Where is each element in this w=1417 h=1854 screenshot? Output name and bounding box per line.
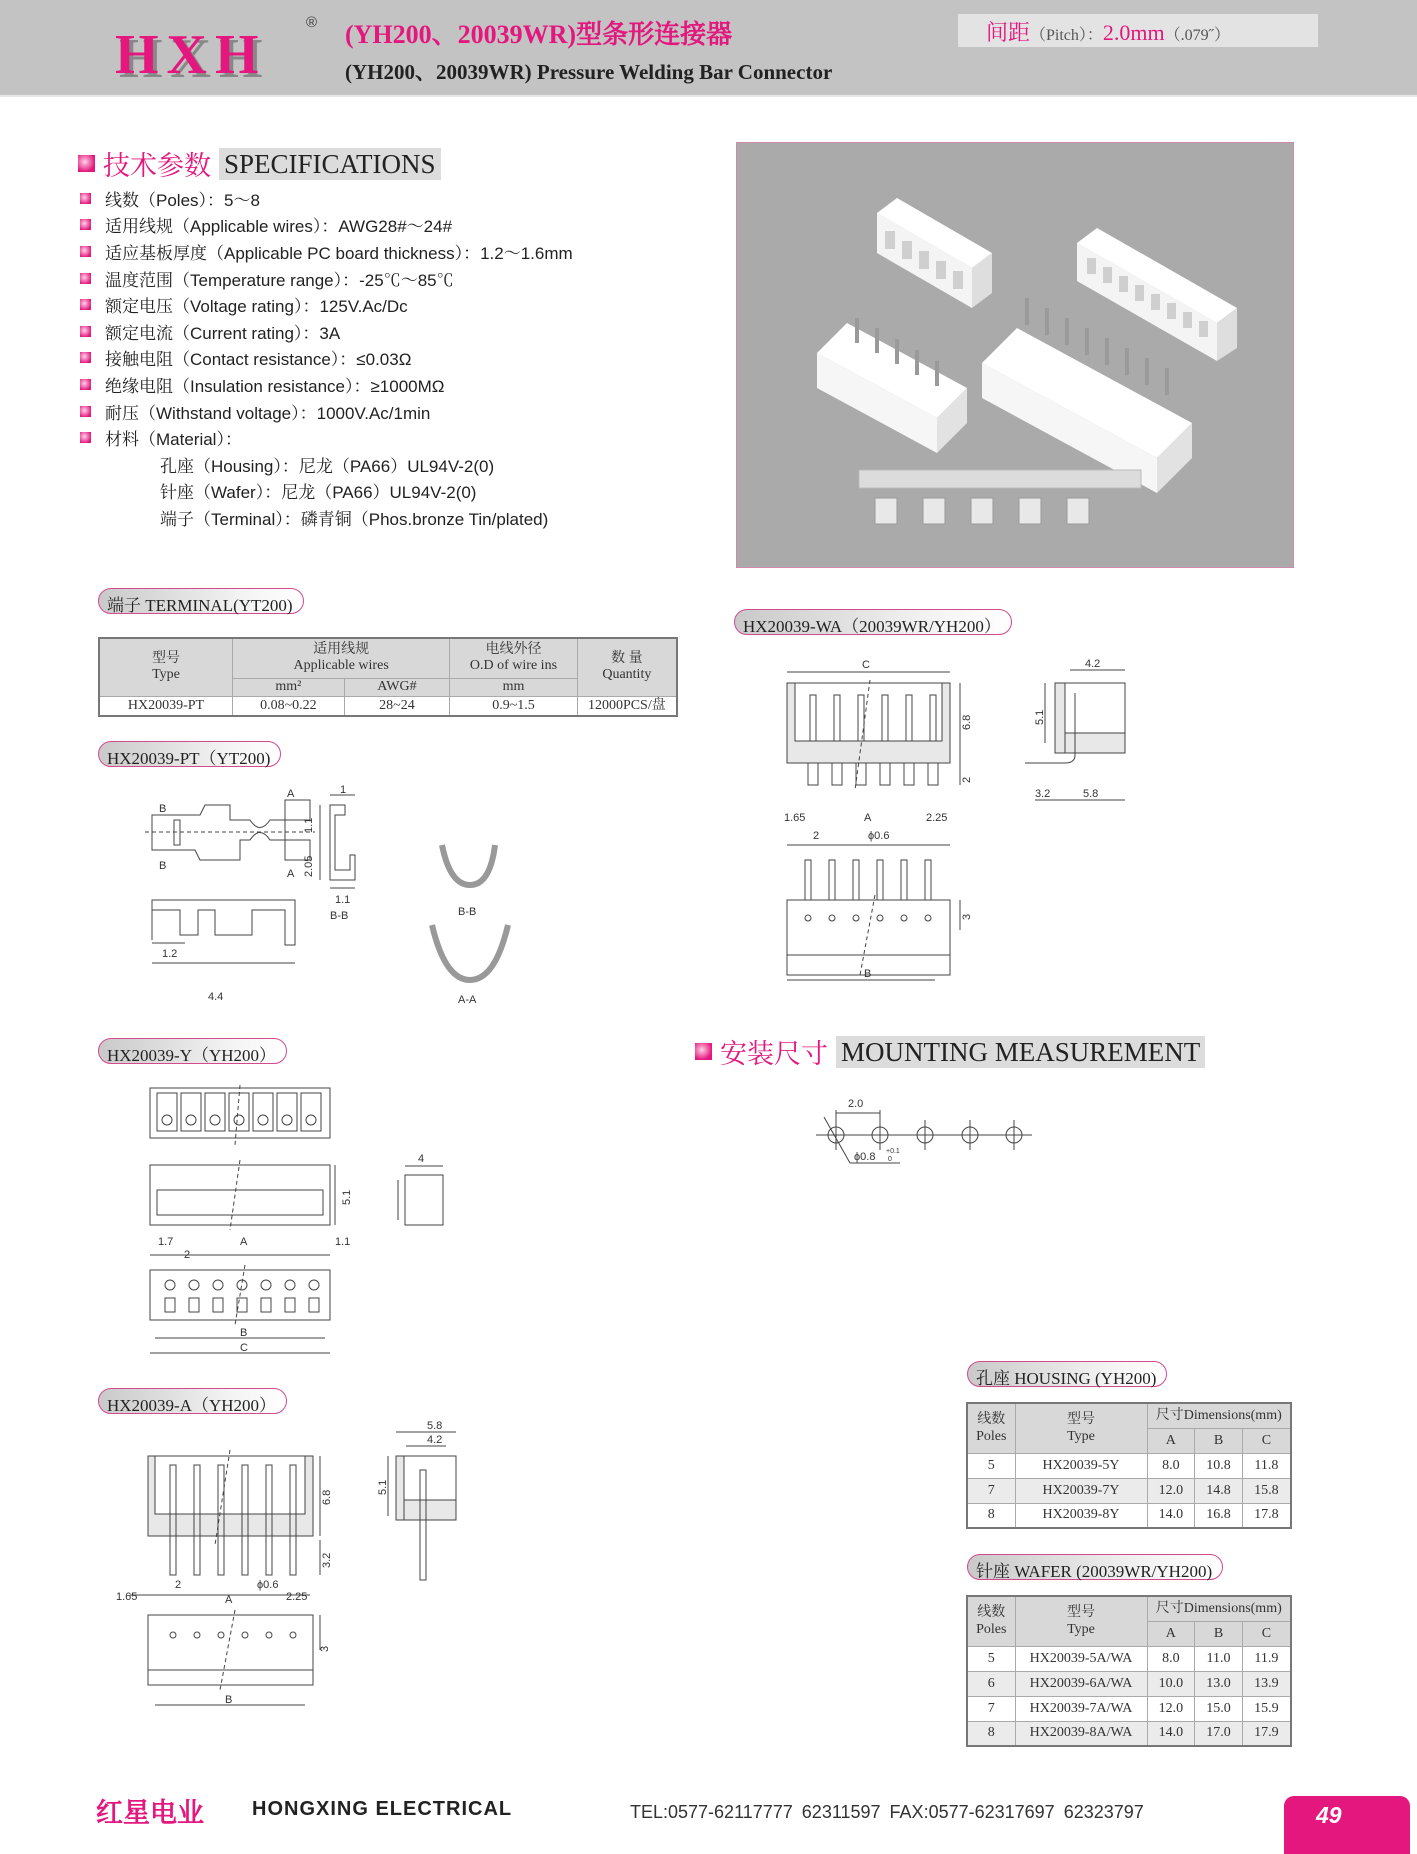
spec-item bbox=[80, 291, 700, 318]
header-b: B bbox=[1195, 1621, 1243, 1646]
terminal-table bbox=[98, 637, 678, 717]
connector-photo-illustration bbox=[737, 143, 1295, 569]
header-c: C bbox=[1242, 1621, 1291, 1646]
title-chinese: (YH200、20039WR)型条形连接器 bbox=[345, 20, 733, 49]
bullet-icon bbox=[80, 193, 91, 204]
header-wires: 适用线规 Applicable wires bbox=[233, 638, 450, 678]
spec-text: 耐压（Withstand voltage）：1000V.Ac/1min bbox=[105, 403, 431, 423]
dim-4: 4 bbox=[418, 1153, 425, 1165]
dim-2-05: 2.05 bbox=[303, 855, 315, 877]
header-quantity: 数 量 Quantity bbox=[577, 638, 677, 696]
table-row: 8 HX20039-8A/WA 14.0 17.0 17.9 bbox=[967, 1721, 1291, 1746]
dim-2: 2 bbox=[961, 776, 973, 783]
cell-awg: 28~24 bbox=[344, 696, 450, 716]
terminal-label: 端子 TERMINAL(YT200) bbox=[98, 588, 304, 614]
specifications-heading bbox=[78, 144, 441, 183]
dim-a: A bbox=[240, 1236, 248, 1248]
pt-drawing-label: HX20039-PT（YT200) bbox=[98, 741, 281, 767]
dim-a: A bbox=[225, 1594, 233, 1606]
dim-4-4: 4.4 bbox=[208, 991, 224, 1003]
dim-c: C bbox=[240, 1342, 248, 1354]
spec-item bbox=[80, 265, 700, 292]
spec-text: 温度范围（Temperature range）：-25℃～85℃ bbox=[105, 270, 454, 290]
cell-type: HX20039-PT bbox=[99, 696, 233, 716]
dim-1-1: 1.1 bbox=[303, 817, 315, 833]
pitch-inch: （.079˝） bbox=[1164, 27, 1230, 44]
company-name-en: HONGXING ELECTRICAL bbox=[252, 1798, 513, 1820]
product-photo bbox=[736, 142, 1294, 568]
y-housing-drawing bbox=[140, 1080, 470, 1360]
header-mm: mm bbox=[450, 678, 577, 696]
pitch-value: 2.0mm bbox=[1102, 20, 1165, 45]
spec-item bbox=[80, 398, 700, 425]
dim-b: B bbox=[225, 1694, 233, 1706]
wafer-table bbox=[966, 1595, 1292, 1747]
dim-3-2: 3.2 bbox=[1035, 788, 1051, 800]
material-text: 针座（Wafer）：尼龙（PA66）UL94V-2(0) bbox=[160, 483, 477, 503]
table-row: 5 HX20039-5A/WA 8.0 11.0 11.9 bbox=[967, 1646, 1291, 1671]
dim-pitch-2: 2 bbox=[813, 830, 820, 842]
dim-phi: ϕ0.6 bbox=[257, 1579, 279, 1591]
housing-5pin-photo bbox=[877, 198, 992, 308]
spec-text: 适用线规（Applicable wires）：AWG28#～24# bbox=[105, 217, 453, 237]
pt-terminal-drawing bbox=[140, 785, 520, 1010]
material-item bbox=[80, 478, 700, 505]
dim-pitch: 2.0 bbox=[848, 1098, 864, 1110]
header-od: 电线外径 O.D of wire ins bbox=[450, 638, 577, 678]
cell-qty: 12000PCS/盘 bbox=[577, 696, 677, 716]
header-awg: AWG# bbox=[344, 678, 450, 696]
registered-mark: ® bbox=[306, 14, 318, 31]
wafer-label: 针座 WAFER (20039WR/YH200) bbox=[967, 1554, 1223, 1580]
dim-1-7: 1.7 bbox=[158, 1236, 174, 1248]
cell-od: 0.9~1.5 bbox=[450, 696, 577, 716]
label-aa-section: A-A bbox=[458, 994, 477, 1006]
wafer-5pin-photo bbox=[817, 318, 967, 453]
spec-text: 额定电流（Current rating）：3A bbox=[105, 323, 341, 343]
material-text: 孔座（Housing）：尼龙（PA66）UL94V-2(0) bbox=[160, 456, 495, 476]
spec-item bbox=[80, 371, 700, 398]
spec-item bbox=[80, 185, 700, 212]
table-row: 5 HX20039-5Y 8.0 10.8 11.8 bbox=[967, 1453, 1291, 1478]
table-row: 6 HX20039-6A/WA 10.0 13.0 13.9 bbox=[967, 1671, 1291, 1696]
header-c: C bbox=[1242, 1428, 1291, 1453]
dim-3: 3 bbox=[319, 1645, 331, 1652]
dim-a: A bbox=[864, 812, 872, 824]
header-dimensions: 尺寸Dimensions(mm) bbox=[1147, 1403, 1291, 1428]
spec-text: 绝缘电阻（Insulation resistance）：≥1000MΩ bbox=[105, 376, 445, 396]
section-title-en: SPECIFICATIONS bbox=[219, 148, 441, 180]
spec-text: 额定电压（Voltage rating）：125V.Ac/Dc bbox=[105, 297, 408, 317]
housing-label: 孔座 HOUSING (YH200) bbox=[967, 1361, 1167, 1387]
header-type: 型号 Type bbox=[1015, 1596, 1147, 1646]
spec-item bbox=[80, 424, 700, 451]
table-row: 7 HX20039-7Y 12.0 14.8 15.8 bbox=[967, 1478, 1291, 1503]
header-type: 型号 Type bbox=[99, 638, 233, 696]
housing-8pin-photo bbox=[1077, 228, 1237, 361]
material-item bbox=[80, 504, 700, 531]
bullet-icon bbox=[80, 273, 91, 284]
dim-3: 3 bbox=[961, 913, 973, 920]
dim-1-1: 1.1 bbox=[335, 1236, 351, 1248]
dim-5-1: 5.1 bbox=[1034, 709, 1046, 725]
section-title-cn: 安装尺寸 bbox=[720, 1039, 828, 1069]
dim-5-8: 5.8 bbox=[427, 1420, 443, 1432]
contact-info: TEL:0577-62117777 62311597 FAX:0577-62317697 62323797 bbox=[630, 1802, 1144, 1822]
section-title-cn: 技术参数 bbox=[103, 151, 211, 181]
dim-5-1: 5.1 bbox=[341, 1189, 353, 1205]
wa-drawing-label: HX20039-WA（20039WR/YH200） bbox=[734, 609, 1012, 635]
section-title-en: MOUNTING MEASUREMENT bbox=[836, 1036, 1205, 1068]
dim-4-2: 4.2 bbox=[427, 1434, 443, 1446]
spec-item bbox=[80, 238, 700, 265]
table-row: 8 HX20039-8Y 14.0 16.8 17.8 bbox=[967, 1503, 1291, 1528]
header-dimensions: 尺寸Dimensions(mm) bbox=[1147, 1596, 1291, 1621]
mounting-hole-drawing bbox=[810, 1090, 1035, 1170]
dim-hole: ϕ0.8 bbox=[854, 1151, 876, 1163]
spec-text: 线数（Poles）：5～8 bbox=[105, 190, 260, 210]
mounting-heading bbox=[695, 1032, 1205, 1071]
table-row bbox=[99, 696, 677, 716]
dim-3-2: 3.2 bbox=[321, 1552, 333, 1568]
title-english: (YH200、20039WR) Pressure Welding Bar Connector bbox=[345, 60, 833, 84]
bullet-icon bbox=[80, 326, 91, 337]
dim-4-2: 4.2 bbox=[1085, 658, 1101, 670]
spec-list bbox=[80, 185, 700, 531]
bullet-icon bbox=[80, 299, 91, 310]
tolerance-lower: 0 bbox=[888, 1156, 892, 1163]
spec-text: 接触电阻（Contact resistance）：≤0.03Ω bbox=[105, 350, 412, 370]
y-drawing-label: HX20039-Y（YH200） bbox=[98, 1038, 287, 1064]
spec-item bbox=[80, 345, 700, 372]
dim-5-1: 5.1 bbox=[377, 1479, 389, 1495]
material-item bbox=[80, 451, 700, 478]
mark-a-top: A bbox=[287, 788, 295, 800]
dim-pitch-2: 2 bbox=[184, 1249, 191, 1261]
a-drawing-label: HX20039-A（YH200） bbox=[98, 1388, 287, 1414]
header-poles: 线数 Poles bbox=[967, 1403, 1015, 1453]
company-name-cn: 红星电业 bbox=[96, 1798, 204, 1828]
pitch-box bbox=[958, 14, 1318, 47]
dim-1-65: 1.65 bbox=[784, 812, 806, 824]
terminal-strip-photo bbox=[859, 470, 1141, 524]
pitch-label: （Pitch）： bbox=[1030, 27, 1103, 44]
dim-b: B bbox=[864, 968, 872, 980]
page-number: 49 bbox=[1284, 1796, 1410, 1854]
dim-pitch-2: 2 bbox=[175, 1579, 182, 1591]
dim-1: 1 bbox=[340, 785, 347, 796]
dim-6-8: 6.8 bbox=[961, 714, 973, 730]
dim-b: B bbox=[240, 1327, 248, 1339]
dim-c: C bbox=[862, 659, 870, 671]
section-square-icon bbox=[695, 1043, 712, 1060]
cell-mm2: 0.08~0.22 bbox=[233, 696, 345, 716]
header-b: B bbox=[1195, 1428, 1243, 1453]
dim-5-8: 5.8 bbox=[1083, 788, 1099, 800]
dim-phi: ϕ0.6 bbox=[868, 830, 890, 842]
mark-a-bottom: A bbox=[287, 868, 295, 880]
bullet-icon bbox=[80, 379, 91, 390]
pitch-label-cn: 间距 bbox=[986, 20, 1031, 45]
a-wafer-drawing bbox=[110, 1420, 480, 1720]
brand-logo: HXH bbox=[115, 24, 267, 86]
header-poles: 线数 Poles bbox=[967, 1596, 1015, 1646]
bullet-icon bbox=[80, 352, 91, 363]
spec-item bbox=[80, 212, 700, 239]
dim-2-25: 2.25 bbox=[286, 1591, 308, 1603]
bullet-icon bbox=[80, 246, 91, 257]
spec-text: 材料（Material）： bbox=[105, 430, 242, 450]
spec-text: 适应基板厚度（Applicable PC board thickness）：1.2～1.6mm bbox=[105, 243, 573, 263]
housing-table bbox=[966, 1402, 1292, 1529]
bullet-icon bbox=[80, 432, 91, 443]
header-a: A bbox=[1147, 1428, 1195, 1453]
header-mm2: mm² bbox=[233, 678, 345, 696]
label-bb-section: B-B bbox=[458, 906, 477, 918]
dim-1-1-b: 1.1 bbox=[335, 894, 351, 906]
bullet-icon bbox=[80, 219, 91, 230]
dim-1-2: 1.2 bbox=[162, 948, 178, 960]
header-type: 型号 Type bbox=[1015, 1403, 1147, 1453]
section-square-icon bbox=[78, 155, 95, 172]
spec-item bbox=[80, 318, 700, 345]
label-bb: B-B bbox=[330, 910, 349, 922]
bullet-icon bbox=[80, 406, 91, 417]
dim-6-8: 6.8 bbox=[321, 1489, 333, 1505]
header-a: A bbox=[1147, 1621, 1195, 1646]
table-row: 7 HX20039-7A/WA 12.0 15.0 15.9 bbox=[967, 1696, 1291, 1721]
wa-wafer-drawing bbox=[770, 655, 1150, 985]
dim-1-65: 1.65 bbox=[116, 1591, 138, 1603]
material-text: 端子（Terminal）：磷青铜（Phos.bronze Tin/plated) bbox=[160, 509, 549, 529]
mark-b-bottom: B bbox=[159, 860, 167, 872]
tolerance-upper: +0.1 bbox=[886, 1148, 900, 1155]
mark-b-top: B bbox=[159, 803, 167, 815]
dim-2-25: 2.25 bbox=[926, 812, 948, 824]
